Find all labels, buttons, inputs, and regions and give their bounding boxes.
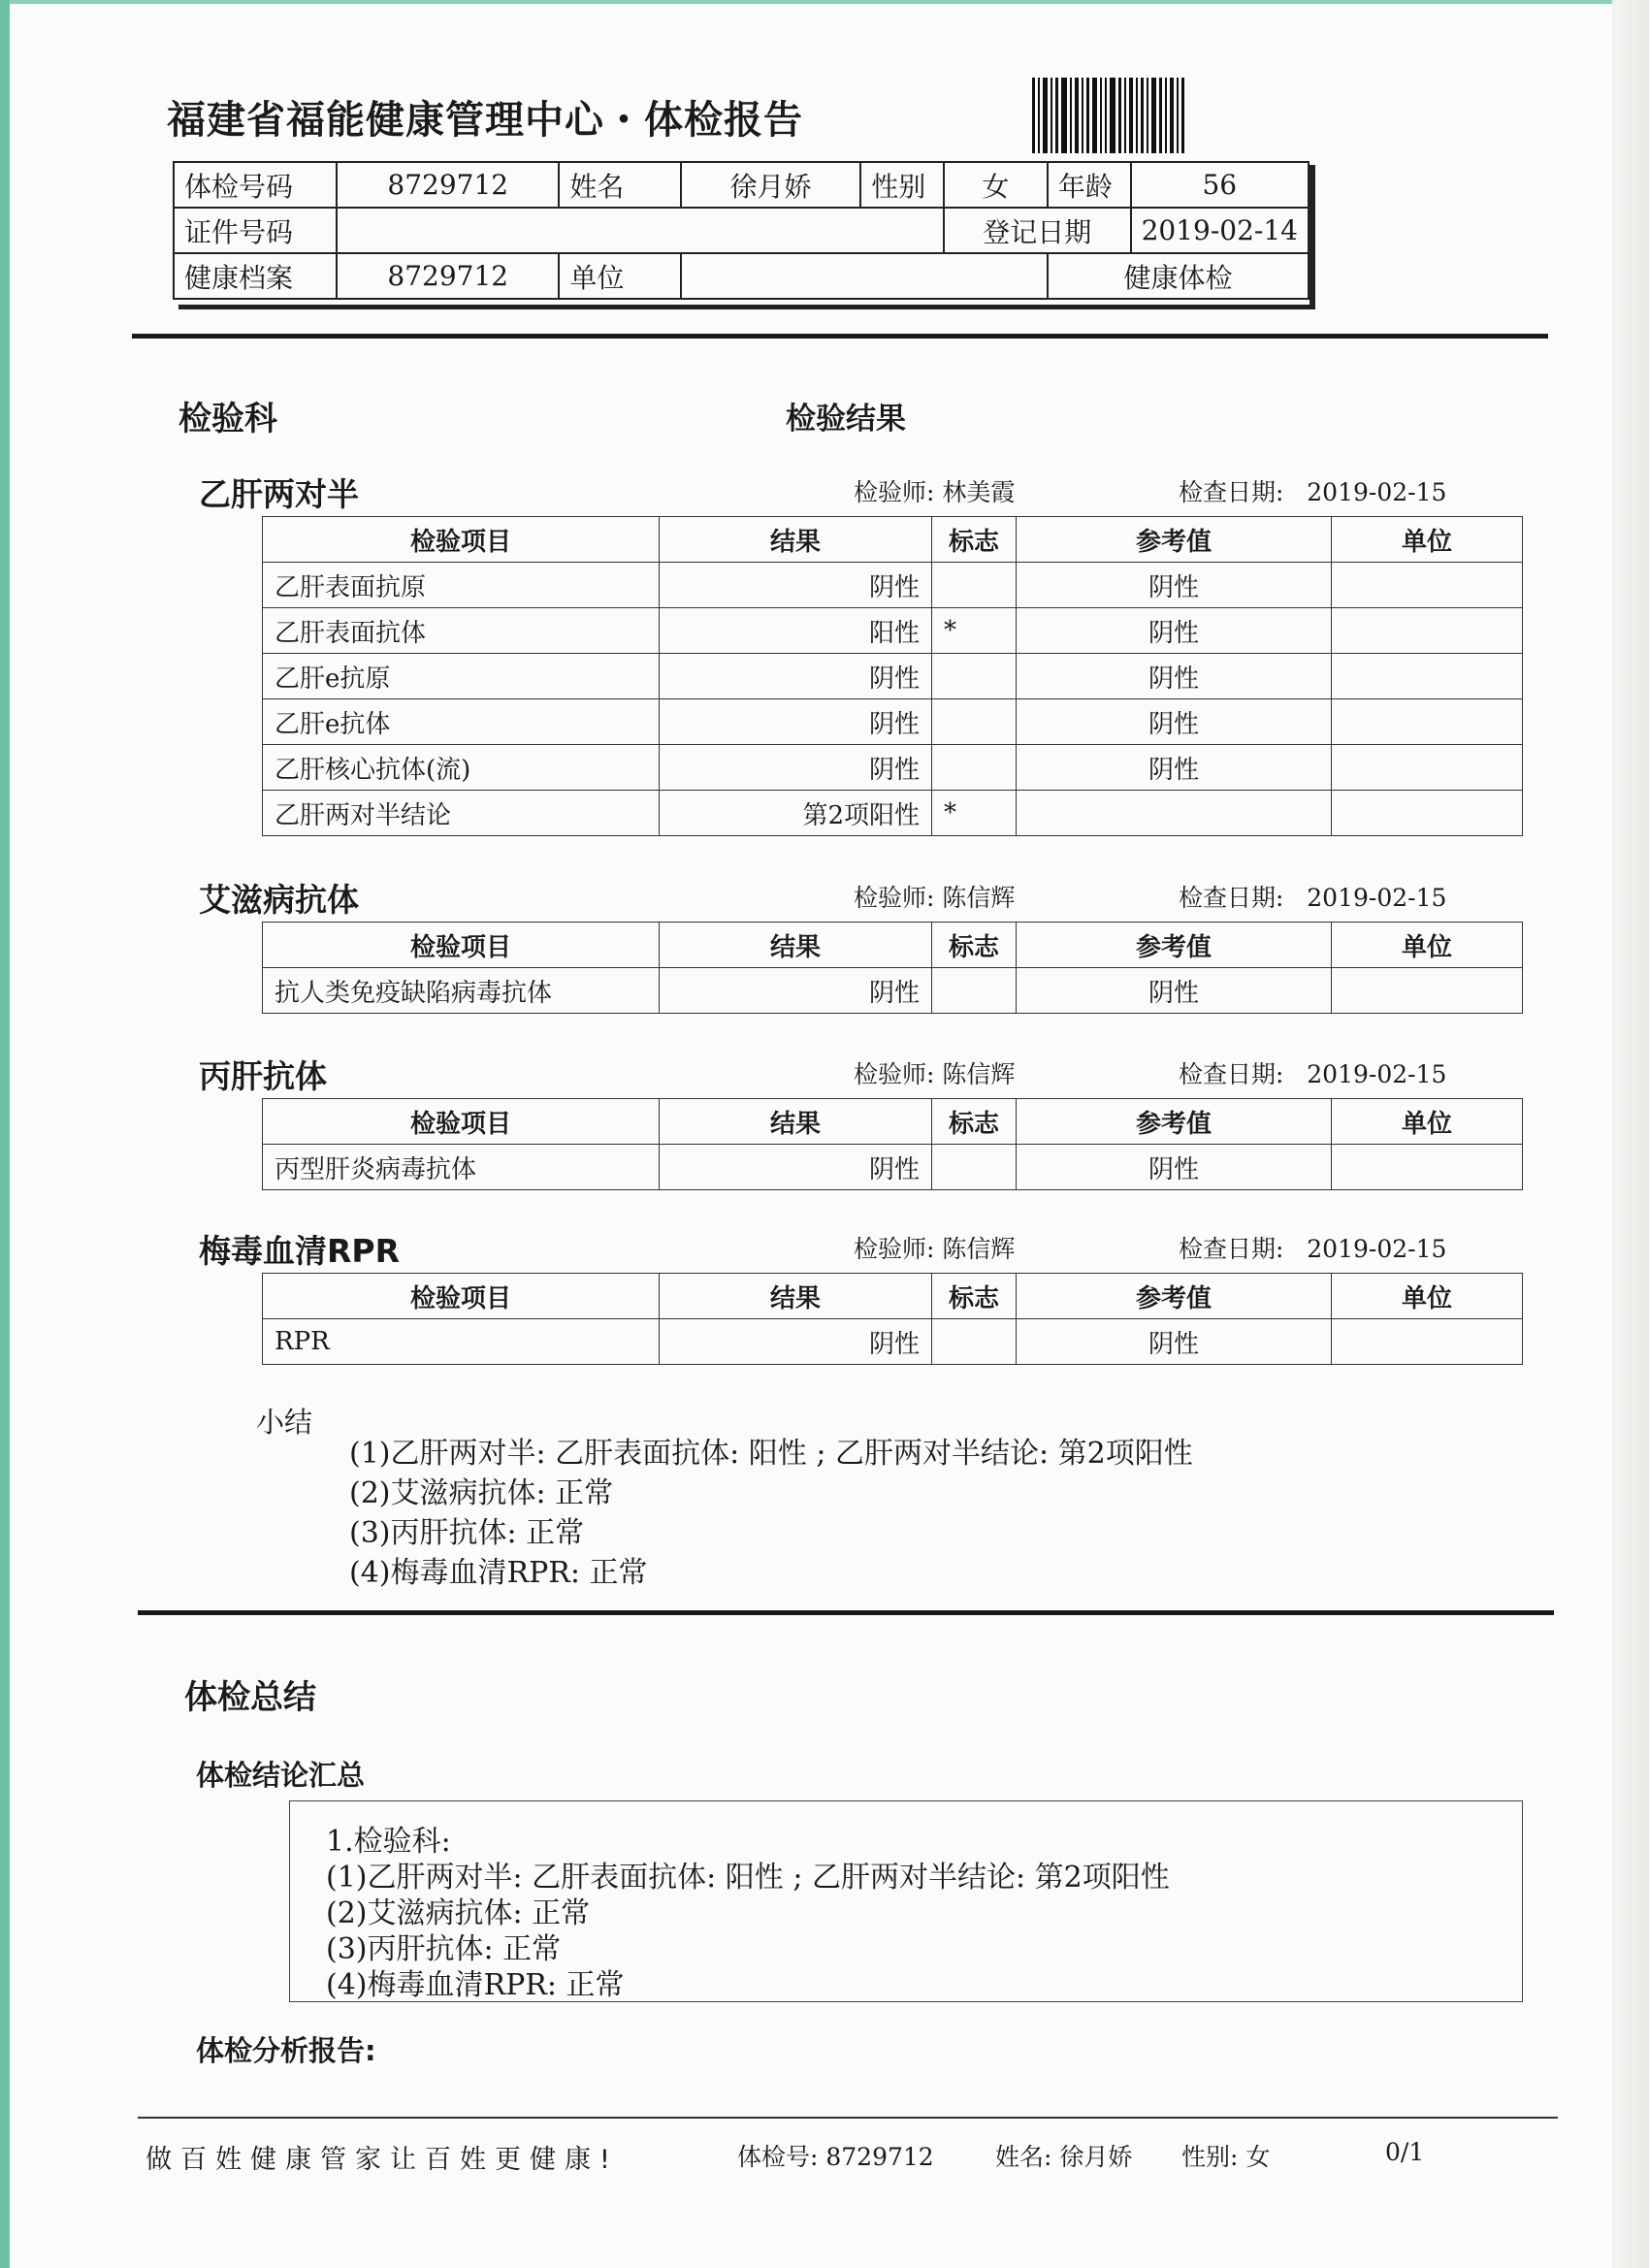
barcode-bar	[1165, 78, 1167, 153]
unit-cell	[1332, 699, 1523, 745]
conclusion-line: (3)丙肝抗体: 正常	[326, 1932, 562, 1966]
section-name: 乙肝两对半	[199, 475, 359, 513]
flag-cell	[932, 1319, 1017, 1365]
barcode-bar	[1032, 78, 1035, 153]
barcode-bar	[1082, 78, 1083, 153]
lab-table	[262, 922, 1523, 1014]
col-ref: 参考值	[1017, 923, 1332, 968]
examiner	[854, 1230, 1015, 1265]
ref-cell: 阴性	[1017, 699, 1332, 745]
item-cell: RPR	[263, 1319, 660, 1365]
barcode-bar	[1070, 78, 1072, 153]
exam-date-label: 检查日期:	[1179, 1235, 1284, 1263]
exam-date-value: 2019-02-15	[1307, 1060, 1447, 1088]
col-item: 检验项目	[263, 923, 660, 968]
section-name: 丙肝抗体	[199, 1057, 327, 1095]
scan-edge-left	[0, 0, 10, 2268]
exam-date	[1179, 879, 1446, 914]
flag-cell	[932, 563, 1017, 608]
examiner-label: 检验师:	[854, 478, 935, 506]
ref-cell: 阴性	[1017, 1319, 1332, 1365]
table-row	[263, 608, 1523, 654]
barcode-bar	[1055, 78, 1058, 153]
conclusion-line: (4)梅毒血清RPR: 正常	[326, 1968, 625, 2002]
result-cell: 阴性	[660, 654, 932, 699]
col-result: 结果	[660, 517, 932, 563]
col-flag: 标志	[932, 517, 1017, 563]
col-flag: 标志	[932, 1274, 1017, 1319]
table-row	[263, 791, 1523, 836]
result-cell: 阴性	[660, 1319, 932, 1365]
exam-date-value: 2019-02-15	[1307, 478, 1447, 506]
table-row	[263, 699, 1523, 745]
scan-edge-top	[0, 0, 1649, 4]
conclusion-title: 体检总结	[184, 1678, 316, 1717]
barcode-bar	[1110, 78, 1116, 153]
conclusion-line: (1)乙肝两对半: 乙肝表面抗体: 阳性 ; 乙肝两对半结论: 第2项阳性	[326, 1861, 1170, 1895]
table-row	[263, 968, 1523, 1014]
barcode-bar	[1170, 78, 1174, 153]
barcode-bar	[1043, 78, 1048, 153]
item-cell: 丙型肝炎病毒抗体	[263, 1145, 660, 1190]
exam-date-value: 2019-02-15	[1307, 884, 1447, 912]
result-cell: 阳性	[660, 608, 932, 654]
ref-cell	[1017, 791, 1332, 836]
item-cell: 抗人类免疫缺陷病毒抗体	[263, 968, 660, 1014]
ref-cell: 阴性	[1017, 745, 1332, 791]
gender-value: 女	[944, 162, 1048, 208]
barcode-bar	[1075, 78, 1079, 153]
reg-date-value: 2019-02-14	[1131, 208, 1309, 253]
examiner-label: 检验师:	[854, 1235, 935, 1263]
section-rule	[138, 1610, 1554, 1615]
unit-cell	[1332, 608, 1523, 654]
conclusion-lines	[326, 1824, 1170, 2003]
name-value: 徐月娇	[681, 162, 861, 208]
table-shadow-right	[1310, 165, 1315, 308]
unit-cell	[1332, 1319, 1523, 1365]
examiner-label: 检验师:	[854, 1060, 935, 1088]
table-row	[263, 563, 1523, 608]
ref-cell: 阴性	[1017, 1145, 1332, 1190]
flag-cell: *	[932, 791, 1017, 836]
lab-table	[262, 1273, 1523, 1365]
patient-info-table	[173, 161, 1310, 300]
exam-date	[1179, 1230, 1446, 1265]
unit-cell	[1332, 563, 1523, 608]
item-cell: 乙肝e抗体	[263, 699, 660, 745]
result-cell: 阴性	[660, 968, 932, 1014]
col-item: 检验项目	[263, 1099, 660, 1145]
footer-rule	[138, 2117, 1558, 2119]
archive-value: 8729712	[337, 253, 559, 299]
exam-date-label: 检查日期:	[1179, 478, 1284, 506]
ref-cell: 阴性	[1017, 654, 1332, 699]
flag-cell	[932, 968, 1017, 1014]
exam-date-label: 检查日期:	[1179, 1060, 1284, 1088]
department-title: 检验科	[178, 400, 277, 438]
result-cell: 阴性	[660, 745, 932, 791]
unit-value	[681, 253, 1048, 299]
barcode-bar	[1118, 78, 1121, 153]
item-cell: 乙肝表面抗体	[263, 608, 660, 654]
examiner-name: 陈信辉	[942, 1060, 1016, 1088]
barcode-bar	[1086, 78, 1089, 153]
barcode-bar	[1051, 78, 1052, 153]
col-unit: 单位	[1332, 517, 1523, 563]
examiner-name: 陈信辉	[942, 884, 1016, 912]
unit-cell	[1332, 1145, 1523, 1190]
ref-cell: 阴性	[1017, 608, 1332, 654]
col-item: 检验项目	[263, 517, 660, 563]
flag-cell	[932, 1145, 1017, 1190]
summary-title: 小结	[256, 1406, 313, 1439]
examiner	[854, 879, 1015, 914]
exam-type: 健康体检	[1048, 253, 1309, 299]
unit-cell	[1332, 968, 1523, 1014]
table-header	[263, 1274, 1523, 1319]
summary-line: (3)丙肝抗体: 正常	[349, 1516, 585, 1550]
flag-cell	[932, 699, 1017, 745]
barcode	[1032, 78, 1189, 153]
age-value: 56	[1131, 162, 1309, 208]
summary-line: (1)乙肝两对半: 乙肝表面抗体: 阳性 ; 乙肝两对半结论: 第2项阳性	[349, 1437, 1193, 1471]
item-cell: 乙肝e抗原	[263, 654, 660, 699]
unit-cell	[1332, 791, 1523, 836]
examiner-label: 检验师:	[854, 884, 935, 912]
archive-label: 健康档案	[174, 253, 337, 299]
col-result: 结果	[660, 1099, 932, 1145]
footer-name: 姓名: 徐月娇	[995, 2143, 1133, 2171]
barcode-bar	[1147, 78, 1148, 153]
flag-cell	[932, 745, 1017, 791]
id-no-label: 证件号码	[174, 208, 337, 253]
footer-gender: 性别: 女	[1181, 2143, 1271, 2171]
lab-table	[262, 516, 1523, 836]
summary-line: (4)梅毒血清RPR: 正常	[349, 1556, 648, 1590]
barcode-bar	[1124, 78, 1126, 153]
barcode-bar	[1129, 78, 1133, 153]
examiner	[854, 473, 1015, 508]
examiner	[854, 1055, 1015, 1090]
unit-cell	[1332, 745, 1523, 791]
header-rule	[132, 334, 1548, 339]
table-row	[263, 1319, 1523, 1365]
col-result: 结果	[660, 1274, 932, 1319]
barcode-bar	[1141, 78, 1144, 153]
lab-table	[262, 1098, 1523, 1190]
barcode-bar	[1105, 78, 1107, 153]
barcode-bar	[1092, 78, 1097, 153]
col-flag: 标志	[932, 1099, 1017, 1145]
col-unit: 单位	[1332, 923, 1523, 968]
gender-label: 性别	[860, 162, 944, 208]
summary-line: (2)艾滋病抗体: 正常	[349, 1476, 614, 1510]
age-label: 年龄	[1048, 162, 1131, 208]
result-cell: 阴性	[660, 699, 932, 745]
col-ref: 参考值	[1017, 1099, 1332, 1145]
exam-date-value: 2019-02-15	[1307, 1235, 1447, 1263]
result-cell: 阴性	[660, 563, 932, 608]
ref-cell: 阴性	[1017, 563, 1332, 608]
scan-edge-right	[1612, 0, 1649, 2268]
table-header	[263, 923, 1523, 968]
section-name: 梅毒血清RPR	[199, 1232, 401, 1270]
table-row	[263, 654, 1523, 699]
item-cell: 乙肝表面抗原	[263, 563, 660, 608]
exam-date	[1179, 473, 1446, 508]
table-header	[263, 517, 1523, 563]
exam-date-label: 检查日期:	[1179, 884, 1284, 912]
table-row	[263, 1145, 1523, 1190]
footer-slogan: 做百姓健康管家让百姓更健康!	[146, 2145, 619, 2175]
col-flag: 标志	[932, 923, 1017, 968]
summary-lines	[349, 1434, 1193, 1593]
unit-cell	[1332, 654, 1523, 699]
conclusion-line: (2)艾滋病抗体: 正常	[326, 1896, 591, 1930]
barcode-bar	[1177, 78, 1179, 153]
examiner-name: 陈信辉	[942, 1235, 1016, 1263]
col-result: 结果	[660, 923, 932, 968]
col-ref: 参考值	[1017, 1274, 1332, 1319]
conclusion-line: 1.检验科:	[326, 1825, 451, 1859]
barcode-bar	[1159, 78, 1162, 153]
barcode-bar	[1181, 78, 1184, 153]
ref-cell: 阴性	[1017, 968, 1332, 1014]
conclusion-subtitle: 体检结论汇总	[196, 1759, 366, 1792]
footer-exam-no: 体检号: 8729712	[737, 2143, 934, 2171]
section-name: 艾滋病抗体	[199, 881, 359, 919]
table-shadow-bottom	[178, 305, 1315, 309]
table-header	[263, 1099, 1523, 1145]
id-no-value	[337, 208, 944, 253]
flag-cell: *	[932, 608, 1017, 654]
analysis-title: 体检分析报告:	[196, 2034, 376, 2067]
barcode-bar	[1100, 78, 1102, 153]
result-title: 检验结果	[786, 402, 906, 437]
item-cell: 乙肝核心抗体(流)	[263, 745, 660, 791]
item-cell: 乙肝两对半结论	[263, 791, 660, 836]
exam-date	[1179, 1055, 1446, 1090]
unit-label: 单位	[559, 253, 680, 299]
examiner-name: 林美霞	[942, 478, 1016, 506]
result-cell: 阴性	[660, 1145, 932, 1190]
exam-no-value: 8729712	[337, 162, 559, 208]
barcode-bar	[1061, 78, 1067, 153]
report-title: 福建省福能健康管理中心・体检报告	[167, 98, 803, 143]
col-unit: 单位	[1332, 1099, 1523, 1145]
barcode-bar	[1151, 78, 1156, 153]
col-item: 检验项目	[263, 1274, 660, 1319]
table-row	[263, 745, 1523, 791]
flag-cell	[932, 654, 1017, 699]
exam-no-label: 体检号码	[174, 162, 337, 208]
col-ref: 参考值	[1017, 517, 1332, 563]
barcode-bar	[1136, 78, 1138, 153]
col-unit: 单位	[1332, 1274, 1523, 1319]
footer-page: 0/1	[1385, 2138, 1425, 2166]
name-label: 姓名	[559, 162, 680, 208]
result-cell: 第2项阳性	[660, 791, 932, 836]
reg-date-label: 登记日期	[944, 208, 1131, 253]
barcode-bar	[1038, 78, 1040, 153]
